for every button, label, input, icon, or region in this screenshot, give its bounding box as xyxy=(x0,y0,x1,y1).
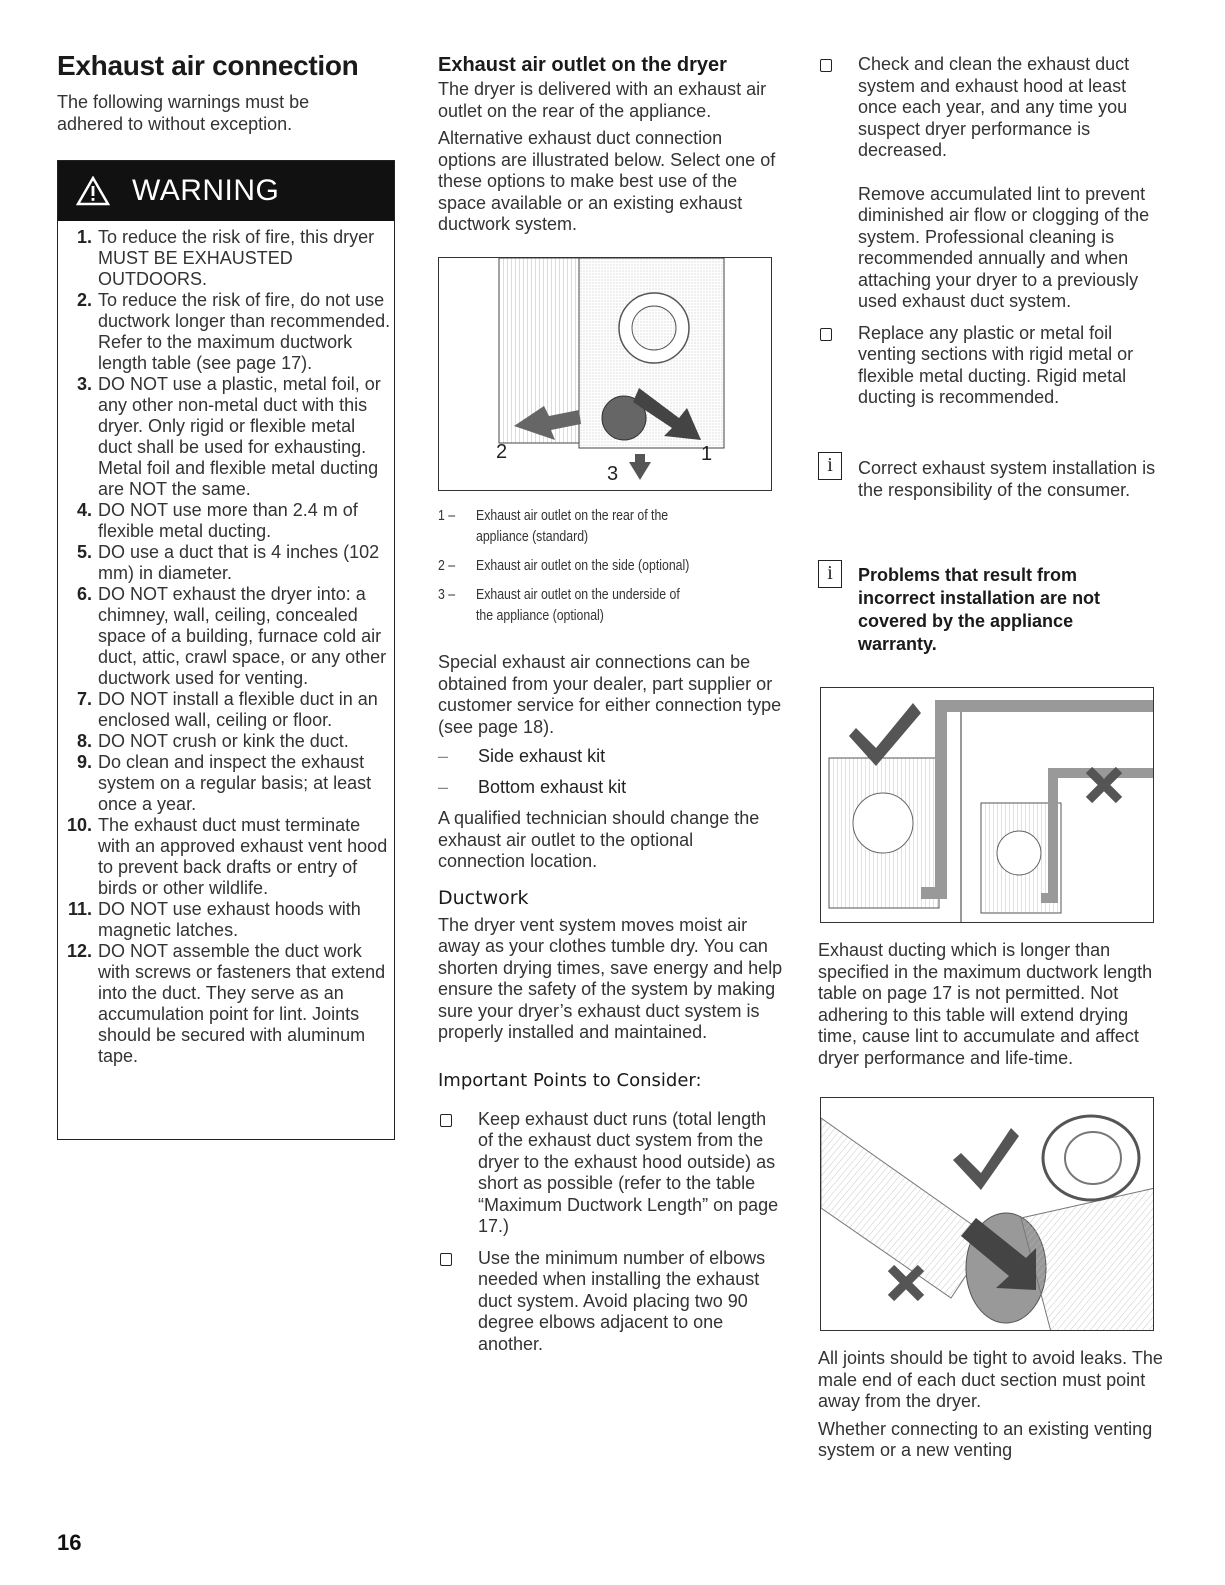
page-number: 16 xyxy=(57,1530,82,1555)
warning-text: DO NOT assemble the duct work with screws or fasteners that extend into the duct. They serve as an accumulation point for lint. Joints should be secured with aluminum tape. xyxy=(98,941,386,1066)
warning-number: 8. xyxy=(76,731,92,751)
warning-item xyxy=(58,374,394,500)
figure-caption: 2 – Exhaust air outlet on the side (optional) xyxy=(438,557,690,574)
warning-number: 9. xyxy=(76,752,92,772)
warning-list xyxy=(58,221,394,1067)
paragraph-special: Special exhaust air connections can be obtained from your dealer, part supplier or customer service for either connection type (see page 18). xyxy=(438,652,782,737)
duct-joint-figure xyxy=(820,1097,1154,1331)
paragraph-delivered: The dryer is delivered with an exhaust air outlet on the rear of the appliance. xyxy=(438,79,767,121)
paragraph-ductwork: The dryer vent system moves moist air away as your clothes tumble dry. You can shorten drying times, save energy and help ensure the safety of the system by making sure your dryer’s exhaust duct system is properly installed and maintained. xyxy=(438,914,783,1042)
warning-number: 7. xyxy=(76,689,92,709)
warning-text: DO NOT use a plastic, metal foil, or any other non-metal duct with this dryer. Only rigid or flexible metal duct shall be used for exhausting. Metal foil and flexible metal ducting are NOT the same. xyxy=(98,374,381,499)
dryer-rear-illustration xyxy=(439,258,772,491)
info-icon: i xyxy=(818,560,842,588)
duct-joint-illustration xyxy=(821,1098,1154,1331)
figure-captions xyxy=(438,505,783,634)
warning-number: 3. xyxy=(76,374,92,394)
warning-item xyxy=(58,290,394,374)
warning-item xyxy=(58,542,394,584)
warning-item xyxy=(58,941,394,1067)
warning-number: 11. xyxy=(67,899,92,919)
info-responsibility: Correct exhaust system installation is the responsibility of the consumer. xyxy=(858,458,1156,500)
warning-number: 1. xyxy=(76,227,92,247)
warning-item xyxy=(58,227,394,290)
warning-box xyxy=(57,160,395,1140)
checkbox-icon xyxy=(440,1114,452,1127)
warning-item xyxy=(58,500,394,542)
warning-text: DO NOT use more than 2.4 m of flexible metal ducting. xyxy=(98,500,358,541)
duct-routing-figure xyxy=(820,687,1154,923)
warning-item xyxy=(58,815,394,899)
paragraph-alternative: Alternative exhaust duct connection options are illustrated below. Select one of these options to make best use of the space available or an existing exhaust ductwork system. xyxy=(438,128,776,234)
warning-number: 4. xyxy=(76,500,92,520)
dryer-rear-figure xyxy=(438,257,772,491)
warning-item xyxy=(58,689,394,731)
paragraph-remove-lint: Remove accumulated lint to prevent diminished air flow or clogging of the system. Professional cleaning is recommended annually and when attaching your dryer to a previously used exhaust duct system. xyxy=(858,183,1150,311)
warning-text: Do clean and inspect the exhaust system on a regular basis; at least once a year. xyxy=(98,752,372,814)
warning-text: The exhaust duct must terminate with an approved exhaust vent hood to prevent back drafts or entry of birds or other wildlife. xyxy=(98,815,388,898)
warning-item xyxy=(58,752,394,815)
figure-caption: 3 – Exhaust air outlet on the underside of the appliance (optional) xyxy=(438,586,680,624)
warning-text: DO NOT crush or kink the duct. xyxy=(98,731,349,751)
warning-text: DO NOT exhaust the dryer into: a chimney, wall, ceiling, concealed space of a building, furnace cold air duct, attic, crawl space, or any other ductwork used for venting. xyxy=(98,584,387,688)
warning-item xyxy=(58,731,394,752)
warning-text: To reduce the risk of fire, do not use ductwork longer than recommended. Refer to the maximum ductwork length table (see page 17). xyxy=(98,290,391,373)
duct-routing-illustration xyxy=(821,688,1154,923)
figure-label-1: 1 xyxy=(701,443,713,465)
warning-triangle-icon xyxy=(76,176,110,206)
checklist-item: Keep exhaust duct runs (total length of the exhaust duct system from the dryer to the exhaust hood outside) as short as possible (refer to the table “Maximum Ductwork Length” on page 17.) xyxy=(438,1109,783,1238)
heading-ductwork: Ductwork xyxy=(438,886,529,909)
checklist-item: Check and clean the exhaust duct system and exhaust hood at least once each year, and any time you suspect dryer performance is decreased. xyxy=(818,54,1163,162)
figure-label-2: 2 xyxy=(496,441,508,463)
warning-text: DO NOT install a flexible duct in an enclosed wall, ceiling or floor. xyxy=(98,689,378,730)
checkbox-icon xyxy=(820,59,832,72)
figure-caption: 1 – Exhaust air outlet on the rear of the appliance (standard) xyxy=(438,507,669,545)
warning-text: DO use a duct that is 4 inches (102 mm) in diameter. xyxy=(98,542,380,583)
info-warranty: Problems that result from incorrect installation are not covered by the appliance warranty. xyxy=(858,565,1101,654)
kit-item: – Bottom exhaust kit xyxy=(438,777,627,797)
warning-label: WARNING xyxy=(132,174,280,207)
warning-text: DO NOT use exhaust hoods with magnetic latches. xyxy=(98,899,361,940)
page-title: Exhaust air connection xyxy=(57,50,359,81)
warning-item xyxy=(58,899,394,941)
heading-important-points: Important Points to Consider: xyxy=(438,1069,702,1091)
paragraph-ducting-length: Exhaust ducting which is longer than specified in the maximum ductwork length table on page 17 is not permitted. Not adhering to this table will extend drying time, cause lint to accumulate and affect dryer performance and life-time. xyxy=(818,940,1153,1068)
intro-text: The following warnings must be adhered to without exception. xyxy=(57,92,310,134)
kit-item: – Side exhaust kit xyxy=(438,746,606,766)
warning-number: 2. xyxy=(76,290,92,310)
warning-number: 6. xyxy=(76,584,92,604)
checkbox-icon xyxy=(820,328,832,341)
warning-text: To reduce the risk of fire, this dryer MUST BE EXHAUSTED OUTDOORS. xyxy=(98,227,375,289)
checklist-item: Use the minimum number of elbows needed when installing the exhaust duct system. Avoid placing two 90 degree elbows adjacent to one another. xyxy=(438,1248,783,1356)
heading-exhaust-outlet: Exhaust air outlet on the dryer xyxy=(438,54,727,76)
paragraph-connecting: Whether connecting to an existing venting system or a new venting xyxy=(818,1418,1153,1460)
warning-number: 5. xyxy=(76,542,92,562)
checklist-item: Replace any plastic or metal foil venting sections with rigid metal or flexible metal ducting. Rigid metal ducting is recommended. xyxy=(818,323,1163,409)
paragraph-joints: All joints should be tight to avoid leaks. The male end of each duct section must point away from the dryer. xyxy=(818,1348,1163,1411)
warning-number: 10. xyxy=(66,815,92,835)
figure-label-3: 3 xyxy=(607,463,619,485)
warning-header xyxy=(58,161,394,221)
warning-item xyxy=(58,584,394,689)
info-icon: i xyxy=(818,452,842,480)
checkbox-icon xyxy=(440,1253,452,1266)
paragraph-technician: A qualified technician should change the exhaust air outlet to the optional connection location. xyxy=(438,808,760,871)
warning-number: 12. xyxy=(66,941,92,961)
